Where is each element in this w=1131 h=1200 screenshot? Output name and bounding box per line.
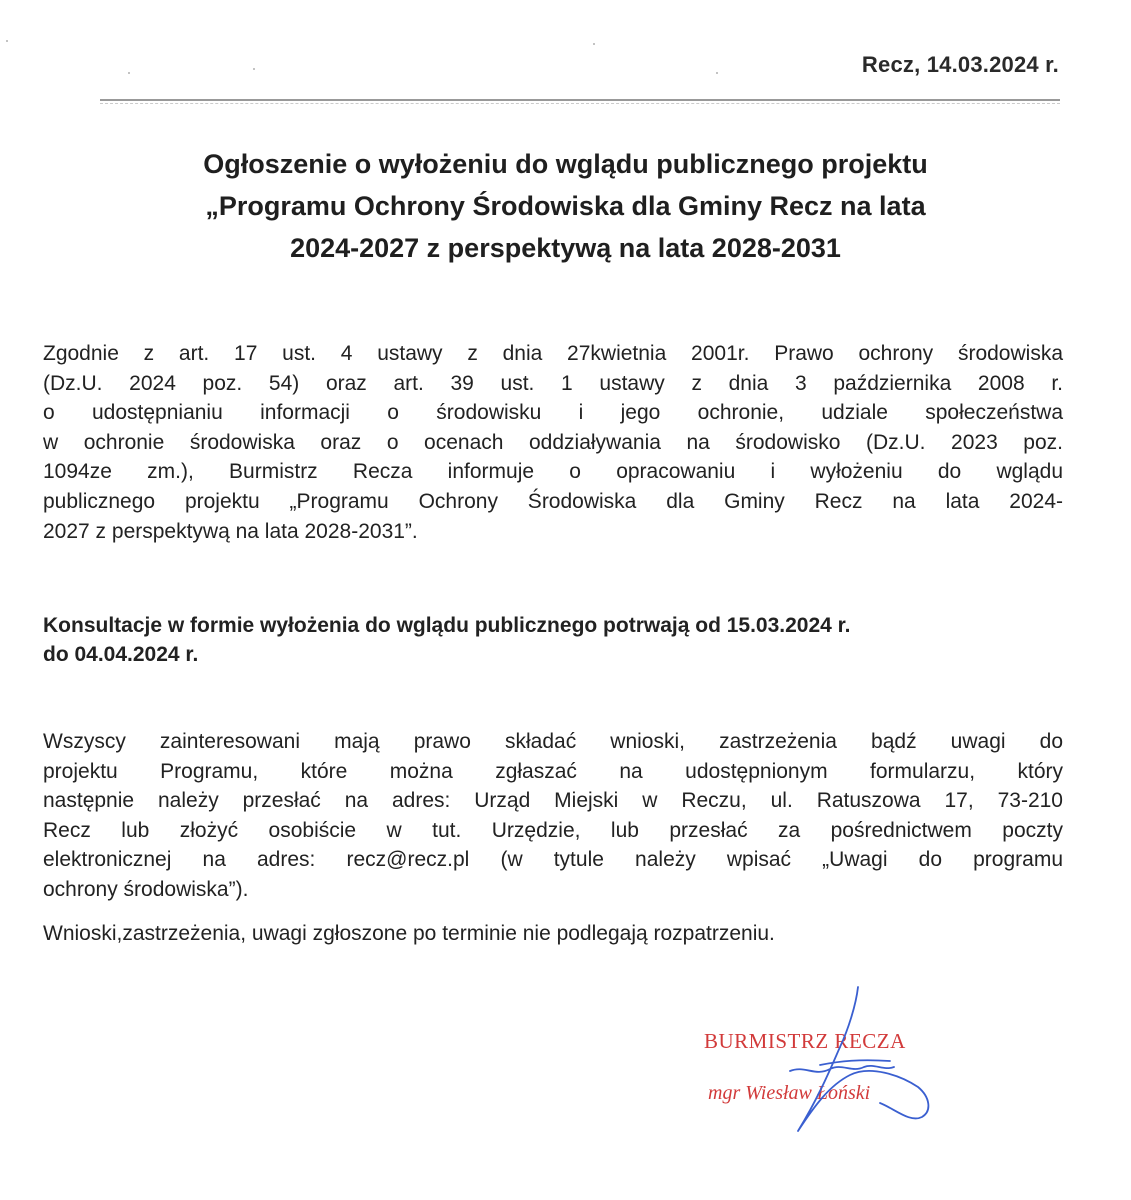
submission-paragraph <box>43 727 1063 905</box>
title-line: „Programu Ochrony Środowiska dla Gminy Recz na lata <box>205 191 926 221</box>
paragraph-line: Zgodnie z art. 17 ust. 4 ustawy z dnia 27kwietnia 2001r. Prawo ochrony środowiska <box>43 342 1063 365</box>
stamp-name: mgr Wiesław Łoński <box>708 1082 871 1104</box>
paragraph-line: następnie należy przesłać na adres: Urząd Miejski w Reczu, ul. Ratuszowa 17, 73-210 <box>43 789 1063 813</box>
document-date: Recz, 14.03.2024 r. <box>861 52 1059 77</box>
header-rule <box>100 99 1060 101</box>
paragraph-line: (Dz.U. 2024 poz. 54) oraz art. 39 ust. 1 ustawy z dnia 3 października 2008 r. <box>43 371 1063 395</box>
scan-speck <box>593 43 595 45</box>
handwritten-signature <box>760 985 960 1145</box>
scan-speck <box>716 72 718 74</box>
document-title <box>60 143 1071 269</box>
scan-speck <box>128 72 130 74</box>
paragraph-line: 1094ze zm.), Burmistrz Recza informuje o opracowaniu i wyłożeniu do wglądu <box>43 460 1063 484</box>
stamp-title: BURMISTRZ RECZA <box>704 1029 906 1053</box>
consultation-line: Konsultacje w formie wyłożenia do wglądu publicznego potrwają od 15.03.2024 r. <box>43 614 851 637</box>
title-line: Ogłoszenie o wyłożeniu do wglądu publicznego projektu <box>203 149 928 179</box>
paragraph-line: Recz lub złożyć osobiście w tut. Urzędzie, lub przesłać za pośrednictwem poczty <box>43 818 1063 842</box>
signature-stroke <box>790 987 928 1131</box>
paragraph-line: ochrony środowiska”). <box>43 877 249 901</box>
scan-speck <box>6 40 8 42</box>
paragraph-line: o udostępnianiu informacji o środowisku i jego ochronie, udziale społeczeństwa <box>43 401 1063 425</box>
paragraph-line: elektronicznej na adres: recz@recz.pl (w tytule należy wpisać „Uwagi do programu <box>43 848 1063 872</box>
scan-speck <box>253 68 255 70</box>
paragraph-line: publicznego projektu „Programu Ochrony Środowiska dla Gminy Recz na lata 2024- <box>43 489 1063 513</box>
header-rule-secondary <box>100 103 1060 104</box>
consultation-line: do 04.04.2024 r. <box>43 643 199 666</box>
paragraph-line: w ochronie środowiska oraz o ocenach oddziaływania na środowisko (Dz.U. 2023 poz. <box>43 430 1063 454</box>
paragraph-line: projektu Programu, które można zgłaszać na udostępnionym formularzu, który <box>43 759 1063 783</box>
deadline-note: Wnioski,zastrzeżenia, uwagi zgłoszone po terminie nie podlegają rozpatrzeniu. <box>43 922 775 945</box>
paragraph-line: Wszyscy zainteresowani mają prawo składać wnioski, zastrzeżenia bądź uwagi do <box>43 730 1063 753</box>
legal-basis-paragraph <box>43 339 1063 546</box>
consultation-period <box>43 611 1063 669</box>
paragraph-line: 2027 z perspektywą na lata 2028-2031”. <box>43 519 418 543</box>
title-line: 2024-2027 z perspektywą na lata 2028-2031 <box>290 233 841 263</box>
